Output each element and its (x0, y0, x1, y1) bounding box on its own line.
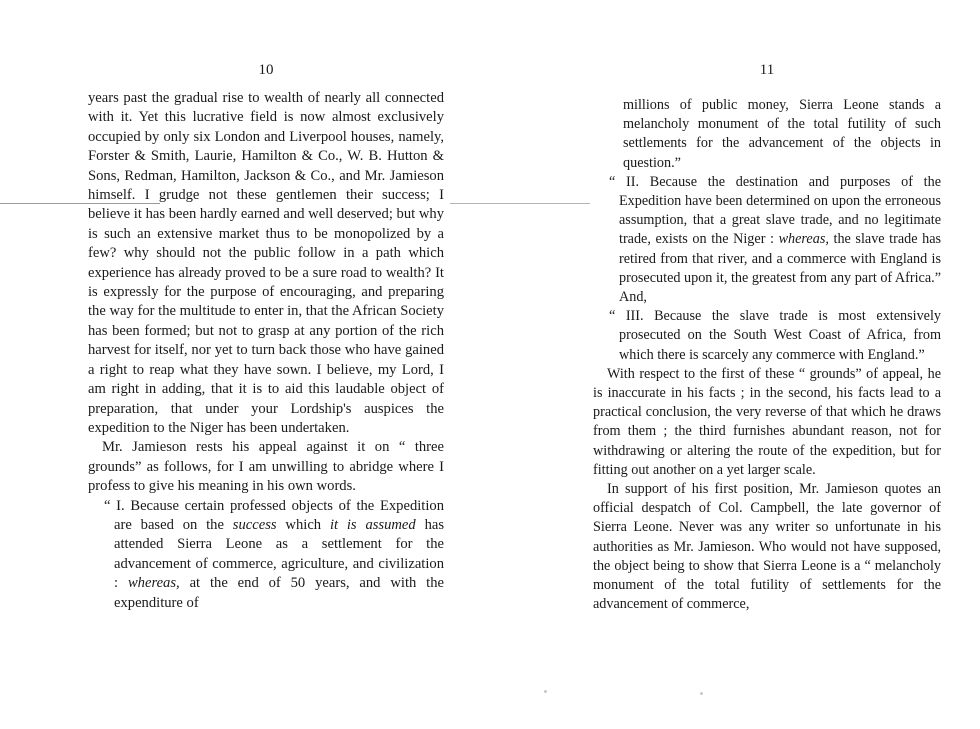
scan-speck (700, 692, 703, 695)
page-number-right: 11 (759, 62, 775, 78)
right-page-body (593, 96, 941, 614)
right-page (593, 0, 941, 729)
paragraph: Mr. Jamieson rests his appeal against it on “ three grounds” as follows, for I am unwilling to abridge where I profess to give his meaning in his own words. (88, 439, 444, 495)
left-page-body (88, 89, 444, 613)
quote-text: “ I. Because certain professed objects of the Expedition are based on the (104, 497, 444, 533)
italic-word: success (232, 516, 277, 533)
quote-text: “ II. Because the destination and purposes of the Expedition have been determined on upon the erroneous assumption, that a great slave trade, and no legitimate trade, exists on the Niger : (609, 173, 941, 248)
scan-speck (544, 690, 547, 693)
block-quote: “ III. Because the slave trade is most extensively prosecuted on the South West Coast of Africa, from which there is scarcely any commerce with England.” (609, 308, 941, 363)
left-page (88, 0, 444, 729)
page-number-left: 10 (258, 62, 274, 78)
quote-text: at the end of 50 years, and with the expenditure of (114, 575, 444, 611)
quote-text: the slave trade has retired from that river, and a commerce with England is prosecuted upon it, the greatest from any part of Africa.” And, (619, 231, 942, 306)
scan-rule-line (0, 203, 160, 204)
quote-text: which (285, 516, 322, 533)
quote-continuation: millions of public money, Sierra Leone stands a melancholy monument of the total futility of such settlements for the advancement of the objects in question.” (623, 97, 941, 171)
block-quote (88, 497, 444, 613)
italic-word: whereas, (127, 575, 180, 592)
paragraph: In support of his first position, Mr. Jamieson quotes an official despatch of Col. Campbell, the late governor of Sierra Leone. Never was any writer so unfortunate in his authorities as Mr. Jamieson. Who would not have supposed, the object being to show that Sierra Leone is a “ melancholy monument of the total futility of settlements for the advancement of commerce, (593, 481, 941, 613)
block-quote (593, 173, 941, 307)
scan-rule-line (450, 203, 590, 204)
italic-word: it is assumed (329, 516, 416, 533)
paragraph: years past the gradual rise to wealth of nearly all connected with it. Yet this lucrative field is now almost exclusively occupied by only six London and Liverpool houses, namely, Forster & Smith, Laurie, Hamilton & Co., W. B. Hutton & Sons, Redman, Hamilton, Jackson & Co., and Mr. Jamieson himself. I grudge not these gentlemen their success; I believe it has been hardly earned and well deserved; but why is such an extensive market thus to be monopolized by a few? why should not the public follow in a path which experience has already proved to be a sure road to wealth? It is expressly for the purpose of encouraging, and preparing the way for the multitude to enter in, that the African Society has been formed; but not to grasp at any portion of the rich harvest for itself, nor yet to turn back those who have gained a right to reap what they have sown. I believe, my Lord, I am right in adding, that it is to aid this laudable object of preparation, that under your Lordship's auspices the expedition to the Niger has been undertaken. (88, 90, 444, 436)
italic-word: whereas, (778, 231, 829, 248)
paragraph: With respect to the first of these “ grounds” of appeal, he is inaccurate in his facts ; in the second, his facts lead to a practical conclusion, the very reverse of that which he draws from them ; the third furnishes abundant reason, not for withdrawing or altering the route of the expedition, but for fitting out another on a yet larger scale. (593, 365, 941, 478)
quote-text: has attended Sierra Leone as a settlement for the advancement of commerce, agriculture, and civilization : (114, 516, 445, 592)
